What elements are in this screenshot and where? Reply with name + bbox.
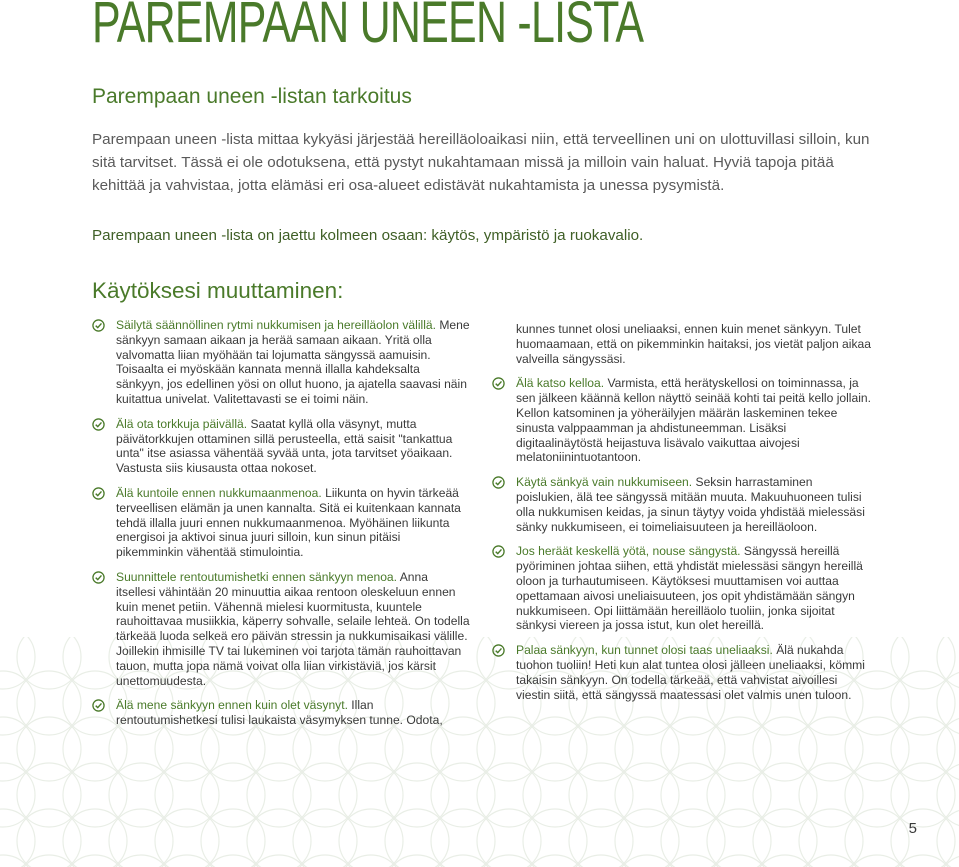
pattern-circle [845, 809, 909, 867]
pattern-circle [385, 855, 449, 867]
page-number: 5 [908, 820, 917, 837]
item-highlight: Älä kuntoile ennen nukkumaanmenoa. [116, 485, 322, 500]
pattern-circle [155, 763, 219, 827]
pattern-circle [799, 717, 863, 781]
pattern-circle [799, 855, 863, 867]
item-highlight: Älä mene sänkyyn ennen kuin olet väsynyt. [116, 698, 348, 713]
pattern-circle [891, 717, 955, 781]
pattern-circle [63, 809, 127, 867]
pattern-circle [845, 855, 909, 867]
pattern-circle [477, 717, 541, 781]
pattern-circle [707, 809, 771, 867]
item-text: Varmista, että herätyskellosi on toiminnassa, ja sen jälkeen käännä kellon näyttö seinää kohti tai peitä kello jollain. Kellon katsominen ja yöheräilyjen määrän laskeminen tekee sinusta valppaamman ja ahdistuneemman. Lisäksi digitaalinäytöstä heijastuva lisävalo vaikuttaa aivojesi melatoniinintuotantoon. [516, 376, 871, 465]
pattern-circle [753, 855, 817, 867]
list-item [92, 570, 470, 688]
intro-paragraph: Parempaan uneen -lista mittaa kykyäsi järjestää hereilläoloaikasi niin, että terveellinen uni on ulottuvillasi silloin, kun sitä tarvitset. Tässä ei ole odotuksena, että pystyt nukahtamaan missä ja milloin vain haluat. Hyviä tapoja pitää kehittää ja vahvistaa, jotta elämäsi eri osa-alueet edistävät nukahtamista ja unessa pysymistä. [92, 131, 870, 194]
pattern-circle [247, 809, 311, 867]
pattern-circle [937, 855, 959, 867]
pattern-circle [753, 763, 817, 827]
pattern-circle [523, 763, 587, 827]
item-highlight: Jos heräät keskellä yötä, nouse sängystä. [516, 544, 741, 559]
item-text: Mene sänkyyn samaan aikaan ja herää samaan aikaan. Yritä olla valvomatta liian myöhään tai lojumatta sängyssä aamuisin. Toisaalta ei myöskään kannata mennä illalla kahdeksalta sänkyyn, jos edellinen yösi on ollut huono, ja ajatella saavasi näin kuitattua univelat. Valitettavasti se ei toimi näin. [116, 318, 470, 406]
list-item [92, 417, 470, 476]
list-item [492, 475, 872, 534]
pattern-circle [201, 809, 265, 867]
pattern-circle [845, 717, 909, 781]
pattern-circle [891, 809, 955, 867]
list-item [92, 318, 470, 407]
pattern-circle [661, 809, 725, 867]
list-item [492, 544, 872, 633]
check-circle-icon [492, 545, 505, 558]
pattern-circle [891, 637, 955, 689]
pattern-circle [201, 763, 265, 827]
pattern-circle [431, 855, 495, 867]
pattern-circle [247, 855, 311, 867]
pattern-circle [109, 855, 173, 867]
pattern-circle [523, 809, 587, 867]
lead-paragraph: Parempaan uneen -lista on jaettu kolmeen osaan: käytös, ympäristö ja ruokavalio. [92, 227, 644, 244]
pattern-circle [661, 763, 725, 827]
list-item-continuation: kunnes tunnet olosi uneliaaksi, ennen kuin menet sänkyyn. Tulet huomaamaan, että on pikemminkin haitaksi, jos vietät paljon aikaa valveilla sängyssäsi. [516, 322, 871, 366]
pattern-circle [845, 763, 909, 827]
pattern-circle [753, 809, 817, 867]
pattern-circle [247, 763, 311, 827]
item-text: Liikunta on hyvin tärkeää terveellisen elämän ja unen kannalta. Sitä ei kuitenkaan kannata tehdä illalla juuri ennen nukkumaanmenoa. Myöhäinen liikunta energisoi ja aktivoi sinua juuri silloin, kun sinun pitäisi pikemminkin vähentää stimulointia. [116, 485, 461, 560]
pattern-circle [891, 671, 955, 735]
page-title: PAREMPAAN UNEEN -LISTA [92, 0, 644, 55]
check-circle-icon [492, 377, 505, 390]
pattern-circle [339, 809, 403, 867]
check-circle-icon [92, 319, 105, 332]
pattern-circle [891, 763, 955, 827]
pattern-circle [937, 671, 959, 735]
pattern-circle [661, 855, 725, 867]
pattern-circle [707, 717, 771, 781]
pattern-circle [339, 763, 403, 827]
item-highlight: Palaa sänkyyn, kun tunnet olosi taas uneliaaksi. [516, 643, 773, 658]
pattern-circle [293, 809, 357, 867]
pattern-circle [569, 763, 633, 827]
item-highlight: Älä katso kelloa. [516, 376, 605, 391]
right-column [492, 322, 872, 712]
pattern-circle [17, 809, 81, 867]
pattern-circle [431, 763, 495, 827]
pattern-circle [661, 717, 725, 781]
pattern-circle [17, 763, 81, 827]
check-circle-icon [92, 418, 105, 431]
pattern-circle [17, 717, 81, 781]
pattern-circle [339, 855, 403, 867]
pattern-circle [155, 809, 219, 867]
pattern-circle [477, 855, 541, 867]
pattern-circle [109, 809, 173, 867]
pattern-circle [0, 855, 35, 867]
section-heading: Käytöksesi muuttaminen: [92, 278, 344, 303]
item-highlight: Älä ota torkkuja päivällä. [116, 416, 248, 431]
pattern-circle [0, 717, 35, 781]
pattern-circle [63, 855, 127, 867]
check-circle-icon [92, 487, 105, 500]
list-item [492, 376, 872, 465]
pattern-circle [109, 763, 173, 827]
pattern-circle [891, 855, 955, 867]
item-highlight: Suunnittele rentoutumishetki ennen sänkyyn menoa. [116, 569, 398, 584]
pattern-circle [477, 763, 541, 827]
pattern-circle [937, 637, 959, 689]
section-subtitle: Parempaan uneen -listan tarkoitus [92, 85, 412, 108]
item-highlight: Käytä sänkyä vain nukkumiseen. [516, 475, 693, 490]
check-circle-icon [92, 699, 105, 712]
item-text: Sängyssä hereillä pyöriminen johtaa siihen, että yhdistät mielessäsi sängyn hereillä oloon ja turhautumiseen. Käytöksesi muuttamisen voi auttaa opettamaan aivosi uneliaisuuteen, jos opit yhdistämään sängyn nukkumiseen. Opi liittämään hereilläolo tuoliin, jonka sijoitat sänkysi viereen ja jossa istut, kun olet hereillä. [516, 544, 863, 633]
pattern-circle [0, 763, 35, 827]
pattern-circle [523, 855, 587, 867]
pattern-circle [753, 717, 817, 781]
pattern-circle [0, 637, 35, 689]
pattern-circle [155, 855, 219, 867]
item-highlight: Säilytä säännöllinen rytmi nukkumisen ja hereilläolon välillä. [116, 318, 436, 332]
pattern-circle [569, 855, 633, 867]
item-text: Älä nukahda tuohon tuoliin! Heti kun alat tuntea olosi jälleen uneliaaksi, kömmi takaisin sänkyyn. On todella tärkeää, että vahvistat aivoillesi viestin siitä, että sängyssä maatessasi olet valmis unen tuloon. [516, 643, 865, 702]
pattern-circle [937, 763, 959, 827]
pattern-circle [477, 809, 541, 867]
pattern-circle [385, 763, 449, 827]
item-text: Anna itsellesi vähintään 20 minuuttia aikaa rentoon oleskeluun ennen kuin menet petiin. Vähennä mielesi kuormitusta, kuuntele rauhoittavaa musiikkia, käperry sohvalle, selaile lehteä. On todella tärkeää luoda selkeä ero päivän stressin ja nukkumisaikasi välille. Joillekin ihmisille TV tai lukeminen voi tarjota tämän rauhoittavan tauon, mutta jopa nämä voivat olla liian virkistäviä, jos kärsit unettomuudesta. [116, 569, 470, 688]
pattern-circle [293, 855, 357, 867]
pattern-circle [569, 809, 633, 867]
pattern-circle [201, 855, 265, 867]
pattern-circle [17, 671, 81, 735]
pattern-circle [17, 637, 81, 689]
list-item [92, 486, 470, 560]
pattern-circle [615, 809, 679, 867]
pattern-circle [0, 671, 35, 735]
pattern-circle [431, 809, 495, 867]
item-text: Seksin harrastaminen poislukien, älä tee sängyssä mitään muuta. Makuuhuoneen tulisi olla nukkumisen keidas, ja sinun täytyy voida yhdistää mielessäsi sänky nukkumiseen, ei toimeliaisuuteen ja hereilläoloon. [516, 475, 865, 534]
pattern-circle [293, 763, 357, 827]
pattern-circle [0, 809, 35, 867]
left-column [92, 318, 470, 738]
pattern-circle [523, 717, 587, 781]
pattern-circle [799, 763, 863, 827]
pattern-circle [707, 855, 771, 867]
list-item [92, 698, 470, 728]
pattern-circle [615, 717, 679, 781]
item-text: Illan rentoutumishetkesi tulisi laukaista väsymyksen tunne. Odota, [116, 698, 443, 728]
pattern-circle [937, 717, 959, 781]
pattern-circle [615, 855, 679, 867]
pattern-circle [615, 763, 679, 827]
pattern-circle [17, 855, 81, 867]
pattern-circle [799, 809, 863, 867]
check-circle-icon [492, 476, 505, 489]
pattern-circle [937, 809, 959, 867]
pattern-circle [569, 717, 633, 781]
pattern-circle [63, 763, 127, 827]
check-circle-icon [92, 571, 105, 584]
pattern-circle [385, 809, 449, 867]
check-circle-icon [492, 644, 505, 657]
list-item [492, 643, 872, 702]
pattern-circle [707, 763, 771, 827]
item-text: Saatat kyllä olla väsynyt, mutta päivätorkkujen ottaminen sillä perusteella, että saisit "tankattua unta" itse asiassa vähentää syvää unta, jota tarvitset yöaikaan. Vastusta siis kiusausta ottaa nokoset. [116, 416, 453, 476]
